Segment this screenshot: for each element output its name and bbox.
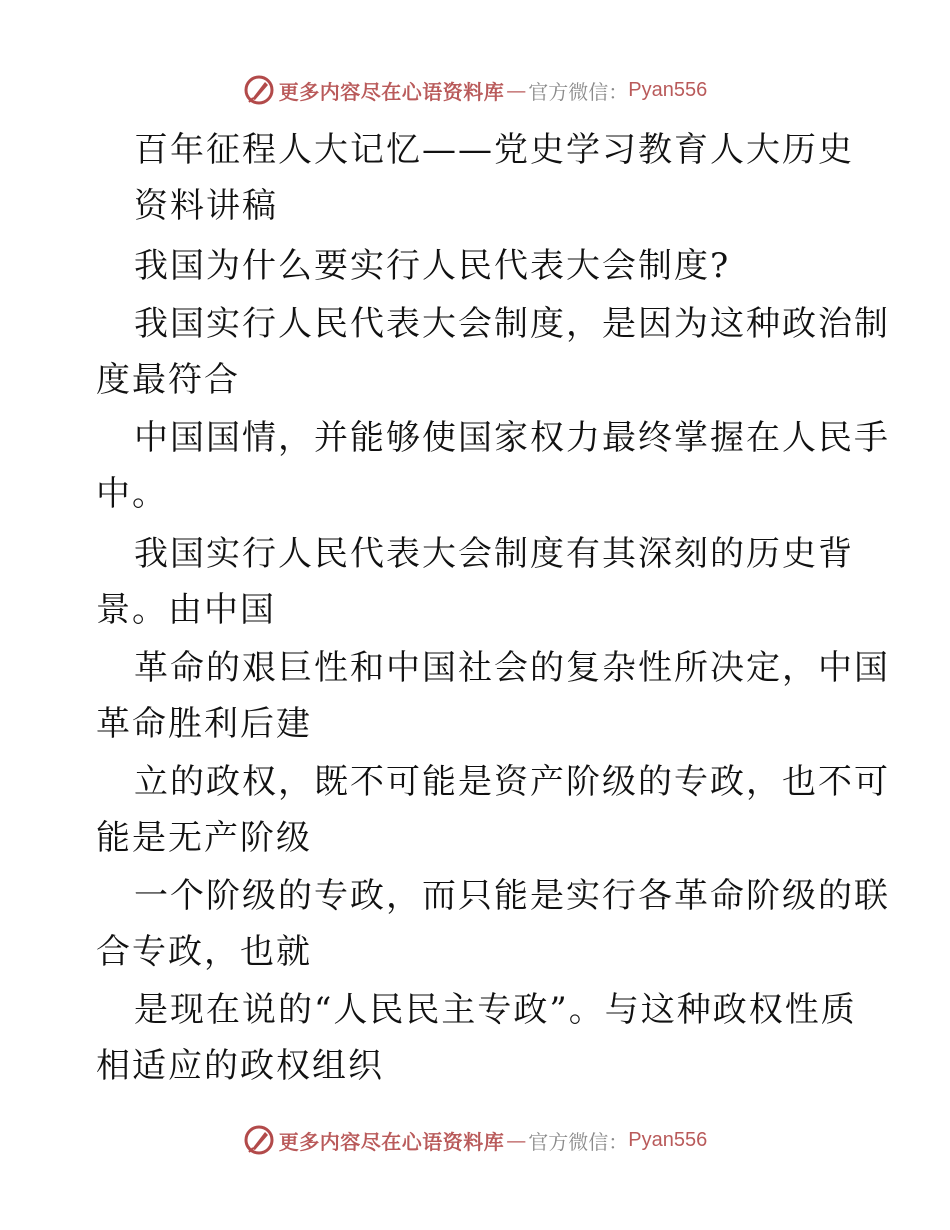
paragraph-line: 我国实行人民代表大会制度有其深刻的历史背: [134, 534, 854, 574]
banner-separator: —: [506, 1128, 527, 1152]
paragraph-line: 是现在说的“人民民主专政”。与这种政权性质: [134, 990, 857, 1030]
paragraph-line: 相适应的政权组织: [96, 1046, 384, 1086]
banner-text: 更多内容尽在心语资料库: [278, 79, 505, 104]
paragraph-line: 景。由中国: [96, 590, 276, 630]
banner-wechat-label: 官方微信：: [528, 79, 629, 104]
title-line-2: 资料讲稿: [134, 186, 278, 226]
quill-logo-icon: [243, 1124, 275, 1156]
banner-text: 更多内容尽在心语资料库: [278, 1129, 505, 1154]
banner-wechat-id: Pyan556: [628, 1128, 708, 1151]
title-line-1: 百年征程人大记忆——党史学习教育人大历史: [134, 130, 854, 170]
paragraph-line: 能是无产阶级: [96, 818, 312, 858]
paragraph-line: 一个阶级的专政，而只能是实行各革命阶级的联: [134, 876, 890, 916]
banner-wechat-label: 官方微信：: [528, 1129, 629, 1154]
banner-wechat-id: Pyan556: [628, 78, 708, 101]
paragraph-line: 革命胜利后建: [96, 704, 312, 744]
paragraph-line: 立的政权，既不可能是资产阶级的专政，也不可: [134, 762, 890, 802]
question-line: 我国为什么要实行人民代表大会制度?: [134, 246, 731, 286]
paragraph-line: 革命的艰巨性和中国社会的复杂性所决定，中国: [134, 648, 890, 688]
paragraph-line: 中。: [96, 474, 168, 514]
banner-separator: —: [506, 78, 527, 102]
paragraph-line: 合专政，也就: [96, 932, 312, 972]
footer-banner: [0, 1120, 950, 1160]
paragraph-line: 中国国情，并能够使国家权力最终掌握在人民手: [134, 418, 890, 458]
quill-logo-icon: [243, 74, 275, 106]
paragraph-line: 度最符合: [96, 360, 240, 400]
paragraph-line: 我国实行人民代表大会制度，是因为这种政治制: [134, 304, 890, 344]
header-banner: [0, 70, 950, 110]
